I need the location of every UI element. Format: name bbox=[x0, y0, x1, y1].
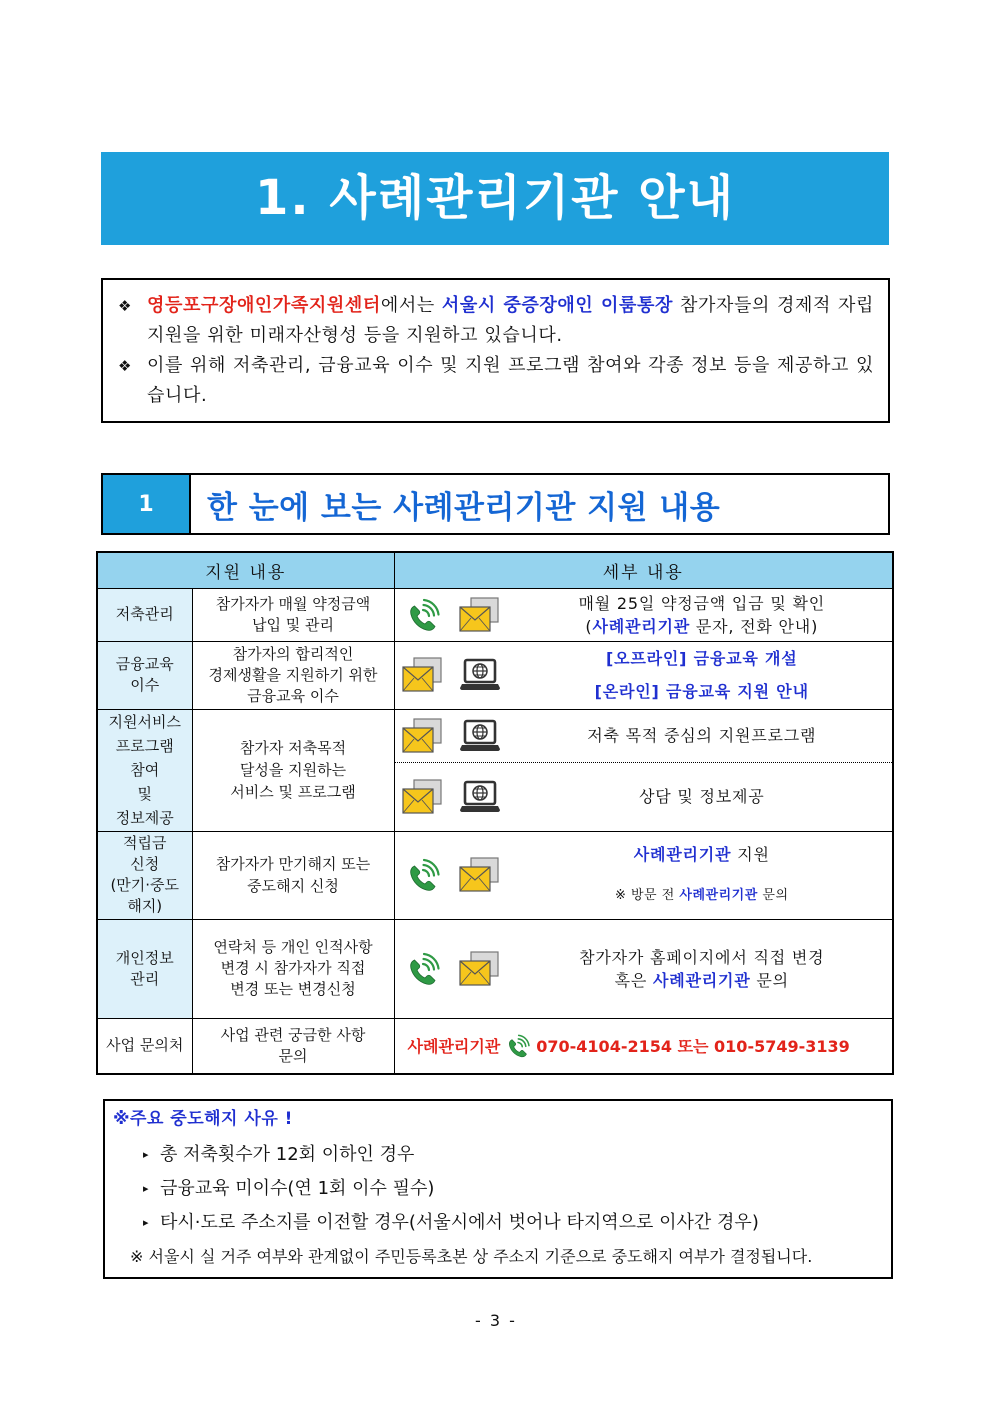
detail-cell bbox=[394, 831, 893, 919]
category-label: 개인정보 bbox=[115, 948, 174, 967]
laptop-globe-icon bbox=[459, 718, 501, 754]
category-label: 프로그램 bbox=[115, 737, 174, 755]
category-label: 및 bbox=[137, 785, 152, 803]
detail-cell bbox=[394, 709, 893, 762]
intro-item-2 bbox=[118, 351, 874, 411]
mail-icon bbox=[401, 718, 443, 754]
mail-icon bbox=[458, 857, 500, 893]
contact-line bbox=[395, 1034, 893, 1058]
detail-cell bbox=[394, 919, 893, 1018]
channel-icons bbox=[395, 951, 512, 987]
phone-icon bbox=[406, 858, 440, 892]
description-line: 달성을 지원하는 bbox=[239, 761, 347, 779]
note-suffix: 문의 bbox=[757, 888, 789, 903]
detail-line bbox=[512, 843, 893, 866]
detail-text bbox=[512, 843, 893, 907]
detail-line bbox=[512, 969, 893, 992]
category-cell bbox=[97, 588, 192, 641]
section-header bbox=[101, 473, 890, 535]
intro-text-1 bbox=[147, 291, 874, 351]
detail-cell bbox=[394, 1018, 893, 1074]
category-cell bbox=[97, 831, 192, 919]
contact-phone-numbers[interactable]: 070-4104-2154 또는 010-5749-3139 bbox=[536, 1037, 850, 1057]
contact-label: 사례관리기관 bbox=[407, 1037, 501, 1057]
detail-text: 상담 및 정보제공 bbox=[638, 787, 765, 806]
table-row bbox=[97, 919, 893, 1018]
category-cell bbox=[97, 919, 192, 1018]
description-cell bbox=[192, 709, 394, 831]
description-line: 사업 관련 궁금한 사항 bbox=[220, 1025, 366, 1044]
description-line: 중도해지 신청 bbox=[247, 877, 339, 895]
intro-bullet: ❖ bbox=[118, 297, 132, 315]
detail-cell bbox=[394, 641, 893, 709]
program-name: 서울시 중증장애인 이룸통장 bbox=[441, 295, 673, 316]
notice-item-text: 타시·도로 주소지를 이전할 경우(서울시에서 벗어나 타지역으로 이사간 경우) bbox=[160, 1212, 759, 1233]
notice-bullet: ▸ bbox=[143, 1148, 149, 1161]
agency-name: 사례관리기관 bbox=[679, 888, 758, 903]
notice-bullet: ▸ bbox=[143, 1216, 149, 1229]
center-name: 영등포구장애인가족지원센터 bbox=[147, 295, 381, 316]
detail-suffix: 문자, 전화 안내) bbox=[689, 616, 819, 636]
channel-icons bbox=[395, 718, 512, 754]
description-cell bbox=[192, 919, 394, 1018]
description-line: 변경 또는 변경신청 bbox=[230, 980, 356, 998]
note-prefix: ※ 방문 전 bbox=[614, 888, 680, 903]
channel-icons bbox=[395, 597, 512, 633]
channel-icons bbox=[395, 857, 512, 893]
laptop-globe-icon bbox=[459, 657, 501, 693]
category-label: 사업 문의처 bbox=[106, 1036, 184, 1055]
mail-icon bbox=[401, 657, 443, 693]
header-detail-content: 세부 내용 bbox=[394, 552, 893, 588]
notice-footnote: ※ 서울시 실 거주 여부와 관계없이 주민등록초본 상 주소지 기준으로 중도해지 여부가 결정됩니다. bbox=[130, 1247, 813, 1266]
notice-bullet: ▸ bbox=[143, 1182, 149, 1195]
channel-icons bbox=[395, 657, 512, 693]
mail-icon bbox=[401, 779, 443, 815]
detail-prefix: ( bbox=[585, 616, 593, 636]
section-number: 1 bbox=[103, 475, 191, 533]
online-education: [온라인] 금융교육 지원 안내 bbox=[594, 682, 809, 701]
category-label: 관리 bbox=[130, 969, 160, 988]
agency-name: 사례관리기관 bbox=[633, 845, 732, 864]
notice-list bbox=[105, 1138, 891, 1274]
detail-cell bbox=[394, 762, 893, 831]
table-row bbox=[97, 641, 893, 709]
list-item bbox=[105, 1172, 891, 1206]
notice-item-text: 총 저축횟수가 12회 이하인 경우 bbox=[160, 1144, 415, 1165]
category-label: 저축관리 bbox=[115, 605, 174, 623]
table-header-row bbox=[97, 552, 893, 588]
category-label: 적립금 bbox=[123, 834, 167, 852]
table-row bbox=[97, 1018, 893, 1074]
detail-cell bbox=[394, 588, 893, 641]
page-title: 1. 사례관리기관 안내 bbox=[101, 152, 889, 245]
description-line: 금융교육 이수 bbox=[247, 686, 339, 705]
category-label: 신청 bbox=[130, 855, 160, 873]
category-label: 지원서비스 bbox=[108, 713, 181, 731]
detail-text bbox=[512, 946, 893, 992]
category-label: 금융교육 bbox=[115, 655, 174, 673]
support-table bbox=[96, 551, 894, 1075]
category-cell bbox=[97, 709, 192, 831]
intro-bullet: ❖ bbox=[118, 357, 132, 375]
mail-icon bbox=[458, 951, 500, 987]
offline-education: [오프라인] 금융교육 개설 bbox=[605, 649, 798, 668]
intro-box bbox=[101, 278, 890, 423]
notice-title: ※주요 중도해지 사유 ! bbox=[113, 1109, 293, 1129]
description-line: 서비스 및 프로그램 bbox=[230, 783, 356, 801]
page-number: - 3 - bbox=[475, 1311, 517, 1330]
channel-icons bbox=[395, 779, 512, 815]
description-line: 참가자 저축목적 bbox=[239, 739, 347, 757]
detail-suffix: 지원 bbox=[731, 845, 770, 864]
detail-line: 참가자가 홈페이지에서 직접 변경 bbox=[579, 947, 825, 967]
category-cell bbox=[97, 641, 192, 709]
category-label: 참여 bbox=[130, 761, 160, 779]
detail-text bbox=[512, 647, 893, 703]
description-cell bbox=[192, 831, 394, 919]
description-line: 변경 시 참가자가 직접 bbox=[220, 959, 366, 977]
category-label: 정보제공 bbox=[115, 809, 174, 827]
description-cell bbox=[192, 588, 394, 641]
laptop-globe-icon bbox=[459, 779, 501, 815]
description-cell bbox=[192, 1018, 394, 1074]
detail-suffix: 문의 bbox=[750, 970, 789, 990]
category-label: (만기·중도 bbox=[110, 876, 180, 894]
phone-icon bbox=[406, 952, 440, 986]
intro-text-rest: 참가자들의 경제적 자립지원을 위한 미래자산형성 등을 지원하고 있습니다. bbox=[147, 295, 874, 346]
agency-name: 사례관리기관 bbox=[652, 970, 751, 990]
description-line: 참가자의 합리적인 bbox=[232, 644, 354, 663]
table-row bbox=[97, 709, 893, 762]
intro-text-connector: 에서는 bbox=[380, 295, 442, 316]
detail-line bbox=[512, 615, 893, 638]
intro-text-2: 이를 위해 저축관리, 금융교육 이수 및 지원 프로그램 참여와 각종 정보 등을 제공하고 있습니다. bbox=[147, 355, 874, 406]
category-cell bbox=[97, 1018, 192, 1074]
description-cell bbox=[192, 641, 394, 709]
description-line: 납입 및 관리 bbox=[252, 615, 334, 634]
list-item bbox=[105, 1206, 891, 1240]
intro-item-1 bbox=[118, 291, 874, 351]
visit-note bbox=[512, 884, 893, 907]
phone-icon bbox=[506, 1034, 530, 1058]
header-support-content: 지원 내용 bbox=[97, 552, 394, 588]
notice-item-text: 금융교육 미이수(연 1회 이수 필수) bbox=[160, 1178, 435, 1199]
category-label: 해지) bbox=[127, 897, 163, 915]
list-item bbox=[105, 1138, 891, 1172]
termination-notice-box bbox=[103, 1099, 893, 1279]
detail-text bbox=[512, 592, 893, 638]
description-line: 문의 bbox=[278, 1046, 308, 1065]
mail-icon bbox=[458, 597, 500, 633]
description-line: 연락처 등 개인 인적사항 bbox=[213, 938, 373, 956]
table-row bbox=[97, 831, 893, 919]
detail-text: 저축 목적 중심의 지원프로그램 bbox=[587, 726, 817, 745]
table-row bbox=[97, 588, 893, 641]
description-line: 경제생활을 지원하기 위한 bbox=[208, 665, 378, 684]
detail-line: 매월 25일 약정금액 입금 및 확인 bbox=[578, 593, 825, 613]
phone-icon bbox=[406, 598, 440, 632]
section-title: 한 눈에 보는 사례관리기관 지원 내용 bbox=[207, 489, 721, 526]
category-label: 이수 bbox=[130, 676, 160, 694]
agency-name: 사례관리기관 bbox=[592, 616, 690, 636]
description-line: 참가자가 만기해지 또는 bbox=[215, 855, 371, 873]
description-line: 참가자가 매월 약정금액 bbox=[215, 594, 371, 613]
detail-prefix: 혹은 bbox=[614, 970, 653, 990]
